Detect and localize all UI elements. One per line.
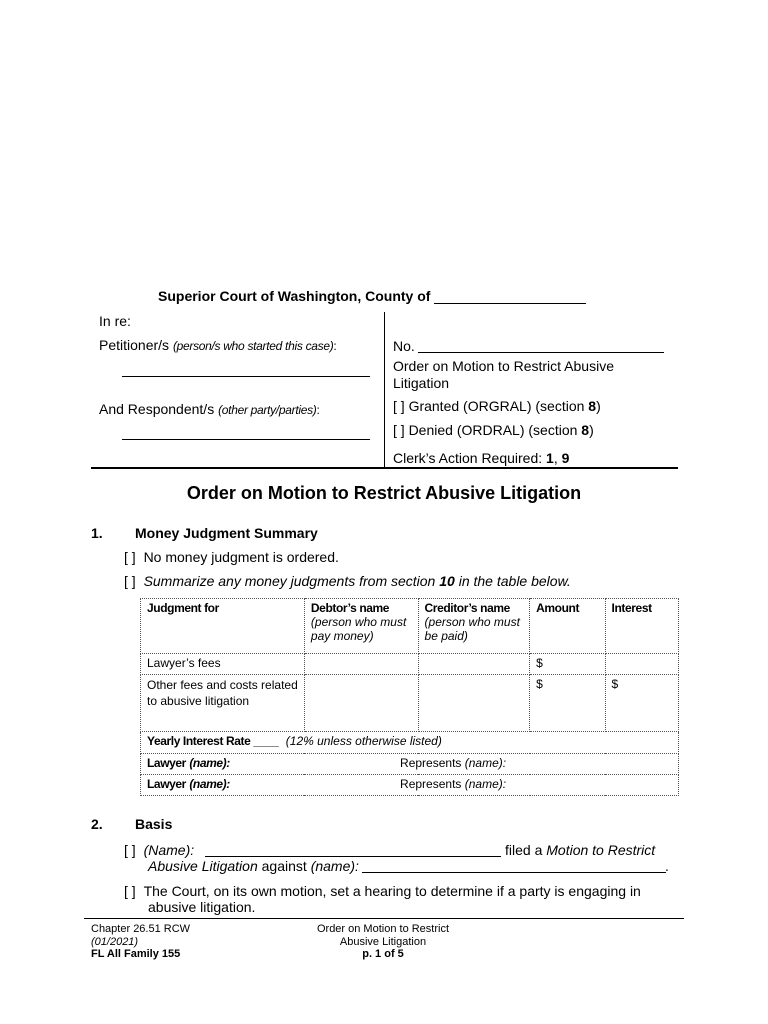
section-2-number: 2. [91,816,103,832]
lawyer-2-label: Lawyer [147,777,186,791]
row-lawyers-fees-label: Lawyer’s fees [141,654,305,675]
table-row [141,654,679,675]
order-title-line2: Litigation [393,375,450,391]
clerk-action-sep: , [553,450,562,466]
footer-title-line1: Order on Motion to Restrict [316,923,450,935]
clerk-action-text: Clerk’s Action Required: [393,450,547,466]
row-lawyers-fees-amount[interactable]: $ [530,654,605,675]
header-creditor-note: (person who must be paid) [424,615,520,643]
against-text: against [257,858,311,874]
summarize-judgment-checkbox[interactable]: [ ] [124,573,136,589]
row-other-fees-creditor[interactable] [418,675,530,732]
main-title: Order on Motion to Restrict Abusive Litigation [186,483,582,503]
table-header-row [141,599,679,654]
summarize-section-num: 10 [439,573,455,589]
lawyer-1-represents-name: (name): [464,756,507,770]
against-name-label: (name): [310,858,359,874]
section-2-option-2 [124,883,641,899]
lawyer-1-represents: Represents [400,756,465,770]
table-row [141,754,679,775]
footer-page-number: p. 1 of 5 [362,948,404,960]
filed-motion-title: Motion to Restrict [546,842,656,858]
header-judgment-for [141,599,305,654]
table-row [141,775,679,796]
lawyer-2-cell [141,775,419,796]
header-debtor-text: Debtor’s name [310,601,390,615]
motion-title-continued: Abusive Litigation [148,858,258,874]
denied-close: ) [589,422,594,438]
court-motion-text-line1: The Court, on its own motion, set a hearing to determine if a party is engaging in [143,883,641,899]
county-blank[interactable] [434,289,586,304]
footer-rule [84,918,684,919]
section-1-number: 1. [91,525,103,541]
filed-a-text: filed a [505,842,547,858]
header-interest-text: Interest [611,601,652,615]
interest-rate-note: (12% unless otherwise listed) [285,734,442,748]
section-1-option-1 [124,549,339,565]
respondent-colon: : [316,403,320,417]
lawyer-2-represents-cell [400,775,678,796]
clerk-action [393,450,569,466]
order-title-line1: Order on Motion to Restrict Abusive [393,358,614,374]
header-interest [605,599,678,654]
no-judgment-checkbox[interactable]: [ ] [124,549,136,565]
no-judgment-text: No money judgment is ordered. [143,549,339,565]
petitioner-name-line[interactable] [122,376,370,377]
summarize-text-b: in the table below. [454,573,571,589]
header-debtor [304,599,418,654]
lawyer-1-label: Lawyer [147,756,186,770]
filer-name-line[interactable] [205,856,501,857]
lawyer-2-represents-name: (name): [464,777,507,791]
footer-revision-date: (01/2021) [91,936,139,948]
case-number-line[interactable] [418,352,664,353]
row-lawyers-fees-debtor[interactable] [304,654,418,675]
row-lawyers-fees-creditor[interactable] [418,654,530,675]
section-2-option-1 [124,842,194,858]
lawyer-2-name-label: (name): [189,777,230,791]
summarize-text-a: Summarize any money judgments from section [143,573,440,589]
court-title [158,288,586,304]
case-number-label: No. [393,338,415,354]
respondent-label-text: And Respondent/s [99,401,215,417]
table-row [141,732,679,754]
clerk-action-section-a: 1 [546,450,554,466]
petitioner-note: (person/s who started this case) [172,339,334,353]
court-motion-checkbox[interactable]: [ ] [124,883,136,899]
judgment-summary-table [140,598,679,796]
header-amount [530,599,605,654]
granted-checkbox[interactable]: [ ] [393,398,405,414]
filer-name-label: (Name): [143,842,195,858]
respondent-note: (other party/parties) [218,403,317,417]
granted-text: Granted (ORGRAL) (section [408,398,589,414]
petitioner-colon: : [333,339,337,353]
motion-filed-checkbox[interactable]: [ ] [124,842,136,858]
header-creditor-text: Creditor’s name [424,601,510,615]
row-other-fees-amount[interactable]: $ [530,675,605,732]
petitioner-label [99,337,337,353]
denied-option [393,422,594,438]
granted-close: ) [596,398,601,414]
court-motion-text-line2: abusive litigation. [148,899,256,915]
denied-checkbox[interactable]: [ ] [393,422,405,438]
row-lawyers-fees-interest[interactable] [605,654,678,675]
table-row [141,675,679,732]
row-other-fees-interest[interactable]: $ [605,675,678,732]
row-other-fees-label: Other fees and costs related to abusive litigation [141,675,305,732]
denied-section: 8 [581,422,590,438]
granted-section: 8 [588,398,597,414]
caption-divider [384,312,385,468]
granted-option [393,398,601,414]
interest-rate-label: Yearly Interest Rate ____ [147,734,279,748]
interest-rate-cell [141,732,679,754]
section-1-heading: Money Judgment Summary [135,525,318,541]
against-name-line[interactable] [362,872,666,873]
line-end-period: . [665,858,669,874]
caption-bottom-rule [91,467,678,469]
footer-form-number: FL All Family 155 [91,948,181,960]
header-amount-text: Amount [536,601,580,615]
header-debtor-note: (person who must pay money) [310,615,407,643]
lawyer-1-cell [141,754,419,775]
court-title-text: Superior Court of Washington, County of [158,288,431,304]
footer-title-line2: Abusive Litigation [339,936,427,948]
section-1-option-2 [124,573,571,589]
filed-motion-text [505,842,655,858]
header-judgment-for-text: Judgment for [147,601,219,615]
lawyer-1-represents-cell [400,754,678,775]
denied-text: Denied (ORDRAL) (section [408,422,582,438]
in-re-label: In re: [99,313,131,329]
respondent-name-line[interactable] [122,439,370,440]
clerk-action-section-b: 9 [561,450,570,466]
row-other-fees-debtor[interactable] [304,675,418,732]
petitioner-label-text: Petitioner/s [99,337,170,353]
lawyer-1-name-label: (name): [189,756,230,770]
section-2-option-1-line2 [148,858,359,874]
header-creditor [418,599,530,654]
lawyer-2-represents: Represents [400,777,465,791]
section-2-heading: Basis [135,816,173,832]
footer-statute: Chapter 26.51 RCW [91,923,191,935]
respondent-label [99,401,320,417]
